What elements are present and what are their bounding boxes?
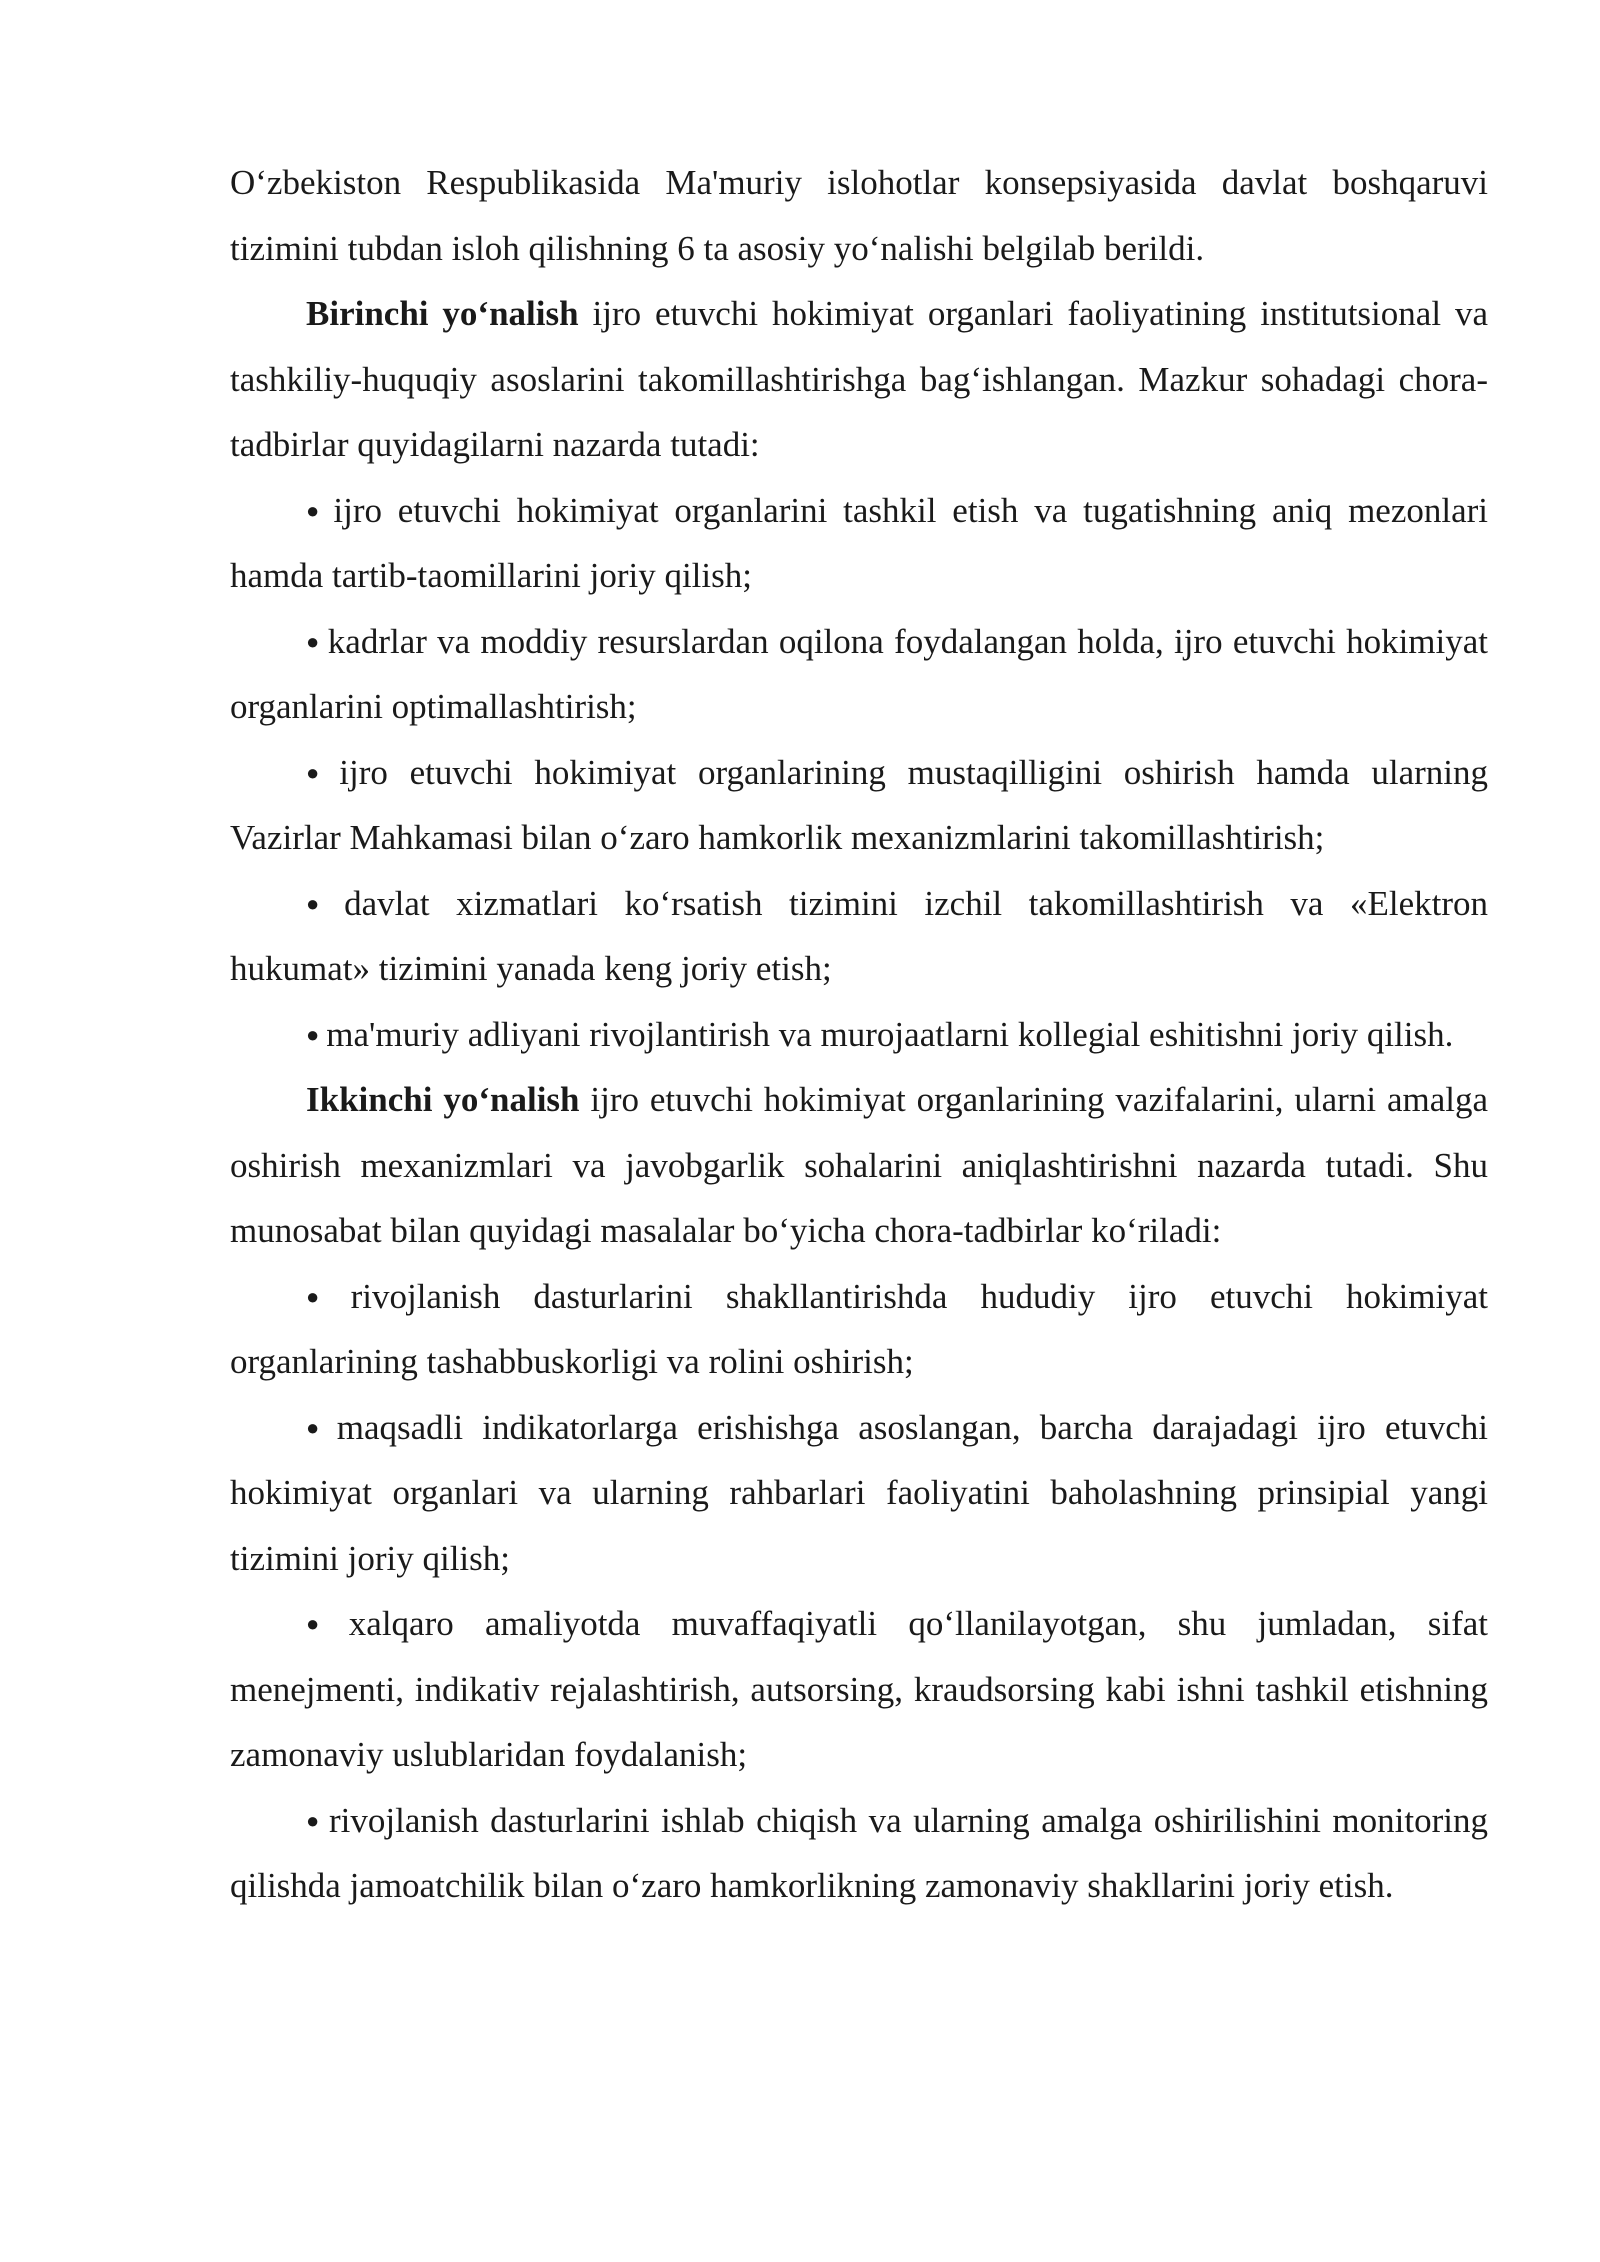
list-item bbox=[230, 1788, 1488, 1919]
list-item bbox=[230, 1002, 1488, 1068]
list-item-text: kadrlar va moddiy resurslardan oqilona foydalangan holda, ijro etuvchi hokimiyat organlarini optimallashtirish; bbox=[230, 621, 1488, 726]
bullet-icon: ● bbox=[306, 759, 333, 785]
list-item-text: rivojlanish dasturlarini ishlab chiqish va ularning amalga oshirilishini monitoring qilishda jamoatchilik bilan o‘zaro hamkorlikning zamonaviy shakllarini joriy etish. bbox=[230, 1800, 1488, 1905]
list-item bbox=[230, 609, 1488, 740]
list-item bbox=[230, 740, 1488, 871]
section-2-paragraph bbox=[230, 1067, 1488, 1264]
section-2-text: ijro etuvchi hokimiyat organlarining vazifalarini, ularni amalga oshirish mexanizmlari va javobgarlik sohalarini aniqlashtirishni nazarda tutadi. Shu munosabat bilan quyidagi masalalar bo‘yicha chora-tadbirlar ko‘riladi: bbox=[230, 1080, 1488, 1250]
bullet-icon: ● bbox=[306, 1807, 322, 1833]
bullet-icon: ● bbox=[306, 890, 338, 916]
section-1-heading: Birinchi yo‘nalish bbox=[306, 294, 579, 333]
list-item-text: maqsadli indikatorlarga erishishga asoslangan, barcha darajadagi ijro etuvchi hokimiyat organlari va ularning rahbarlari faoliyatini baholashning prinsipial yangi tizimini joriy qilish; bbox=[230, 1407, 1488, 1578]
list-item-text: xalqaro amaliyotda muvaffaqiyatli qo‘llanilayotgan, shu jumladan, sifat menejmenti, indikativ rejalashtirish, autsorsing, kraudsorsing kabi ishni tashkil etishning zamonaviy uslublaridan foydalanish; bbox=[230, 1604, 1489, 1774]
section-1-text: ijro etuvchi hokimiyat organlari faoliyatining institutsional va tashkiliy-huquqiy asoslarini takomillashtirishga bag‘ishlangan. Mazkur sohadagi chora-tadbirlar quyidagilarni nazarda tutadi: bbox=[230, 294, 1488, 464]
section-1-paragraph bbox=[230, 281, 1488, 478]
bullet-icon: ● bbox=[306, 1611, 342, 1636]
list-item-text: davlat xizmatlari ko‘rsatish tizimini izchil takomillashtirish va «Elektron hukumat» tizimini yanada keng joriy etish; bbox=[230, 883, 1488, 988]
list-item-text: ijro etuvchi hokimiyat organlarini tashkil etish va tugatishning aniq mezonlari hamda tartib-taomillarini joriy qilish; bbox=[230, 490, 1488, 595]
bullet-icon: ● bbox=[306, 1283, 344, 1309]
list-item bbox=[230, 1264, 1488, 1395]
bullet-icon: ● bbox=[306, 628, 321, 654]
list-item bbox=[230, 478, 1488, 609]
list-item bbox=[230, 871, 1488, 1002]
bullet-icon: ● bbox=[306, 1021, 320, 1047]
bullet-icon: ● bbox=[306, 1414, 330, 1440]
list-item-text: ijro etuvchi hokimiyat organlarining mustaqilligini oshirish hamda ularning Vazirlar Mahkamasi bilan o‘zaro hamkorlik mexanizmlarini takomillashtirish; bbox=[230, 752, 1488, 857]
intro-paragraph: O‘zbekiston Respublikasida Ma'muriy islohotlar konsepsiyasida davlat boshqaruvi tizimini tubdan isloh qilishning 6 ta asosiy yo‘nalishi belgilab berildi. bbox=[230, 163, 1488, 268]
bullet-icon: ● bbox=[306, 497, 327, 523]
list-item bbox=[230, 1395, 1488, 1592]
list-item bbox=[230, 1591, 1488, 1788]
list-item-text: ma'muriy adliyani rivojlantirish va murojaatlarni kollegial eshitishni joriy qilish. bbox=[326, 1014, 1454, 1054]
list-item-text: rivojlanish dasturlarini shakllantirishda hududiy ijro etuvchi hokimiyat organlarining tashabbuskorligi va rolini oshirish; bbox=[230, 1276, 1488, 1381]
section-2-heading: Ikkinchi yo‘nalish bbox=[306, 1080, 580, 1119]
